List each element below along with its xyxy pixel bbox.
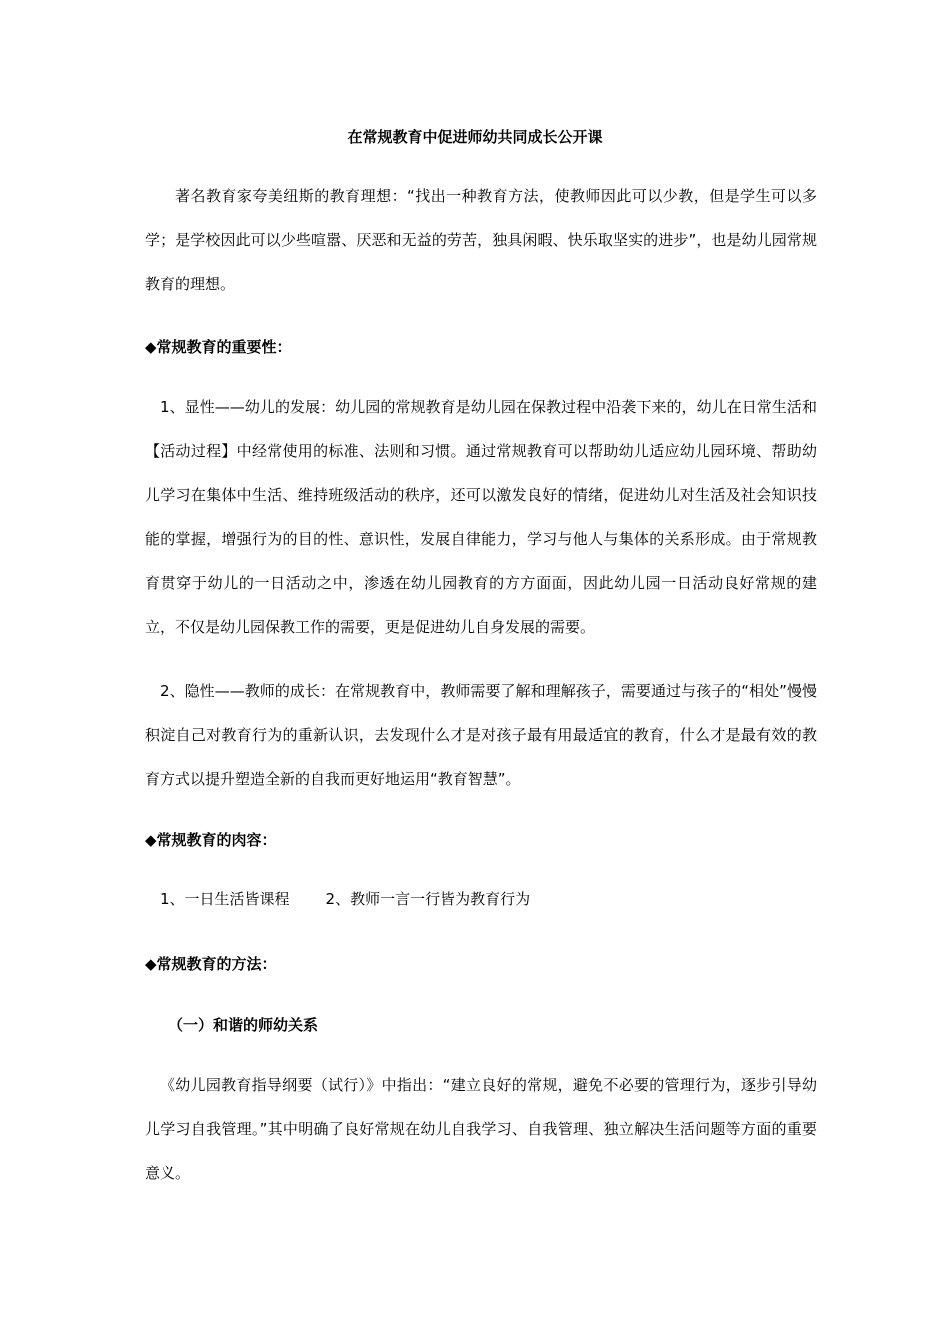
method-paragraph: 《幼儿园教育指导纲要（试行）》中指出：“建立良好的常规，避免不必要的管理行为，逐步引导幼儿学习自我管理。”其中明确了良好常规在幼儿自我学习、自我管理、独立解决生活问题等方面的重要意义。 (145, 1076, 817, 1182)
importance-item-1: 1、显性——幼儿的发展：幼儿园的常规教育是幼儿园在保教过程中沿袭下来的，幼儿在日常生活和【活动过程】中经常使用的标准、法则和习惯。通过常规教育可以帮助幼儿适应幼儿园环境、帮助幼儿学习在集体中生活、维持班级活动的秩序，还可以激发良好的情绪，促进幼儿对生活及社会知识技能的掌握，增强行为的目的性、意识性，发展自律能力，学习与他人与集体的关系形成。由于常规教育贯穿于幼儿的一日活动之中，渗透在幼儿园教育的方方面面，因此幼儿园一日活动良好常规的建立，不仅是幼儿园保教工作的需要，更是促进幼儿自身发展的需要。 (145, 398, 817, 636)
content-item-1: 1、一日生活皆课程 (160, 890, 290, 908)
section-heading-importance: ◆常规教育的重要性： (145, 338, 292, 356)
importance-item-2: 2、隐性——教师的成长：在常规教育中，教师需要了解和理解孩子，需要通过与孩子的“相处”慢慢积淀自己对教育行为的重新认识，去发现什么才是对孩子最有用最适宜的教育，什么才是最有效的教育方式以提升塑造全新的自我而更好地运用“教育智慧”。 (145, 682, 817, 788)
content-items-line (160, 888, 530, 910)
intro-paragraph: 著名教育家夸美纽斯的教育理想：“找出一种教育方法，使教师因此可以少教，但是学生可以多学；是学校因此可以少些喧嚣、厌恶和无益的劳苦，独具闲暇、快乐取坚实的进步”，也是幼儿园常规教育的理想。 (145, 187, 817, 293)
page-title: 在常规教育中促进师幼共同成长公开课 (347, 128, 603, 146)
section-heading-content: ◆常规教育的肉容： (145, 831, 277, 849)
content-item-2: 2、教师一言一行皆为教育行为 (325, 890, 531, 908)
method-sub-heading: （一）和谐的师幼关系 (168, 1016, 319, 1034)
section-heading-method: ◆常规教育的方法： (145, 955, 277, 973)
